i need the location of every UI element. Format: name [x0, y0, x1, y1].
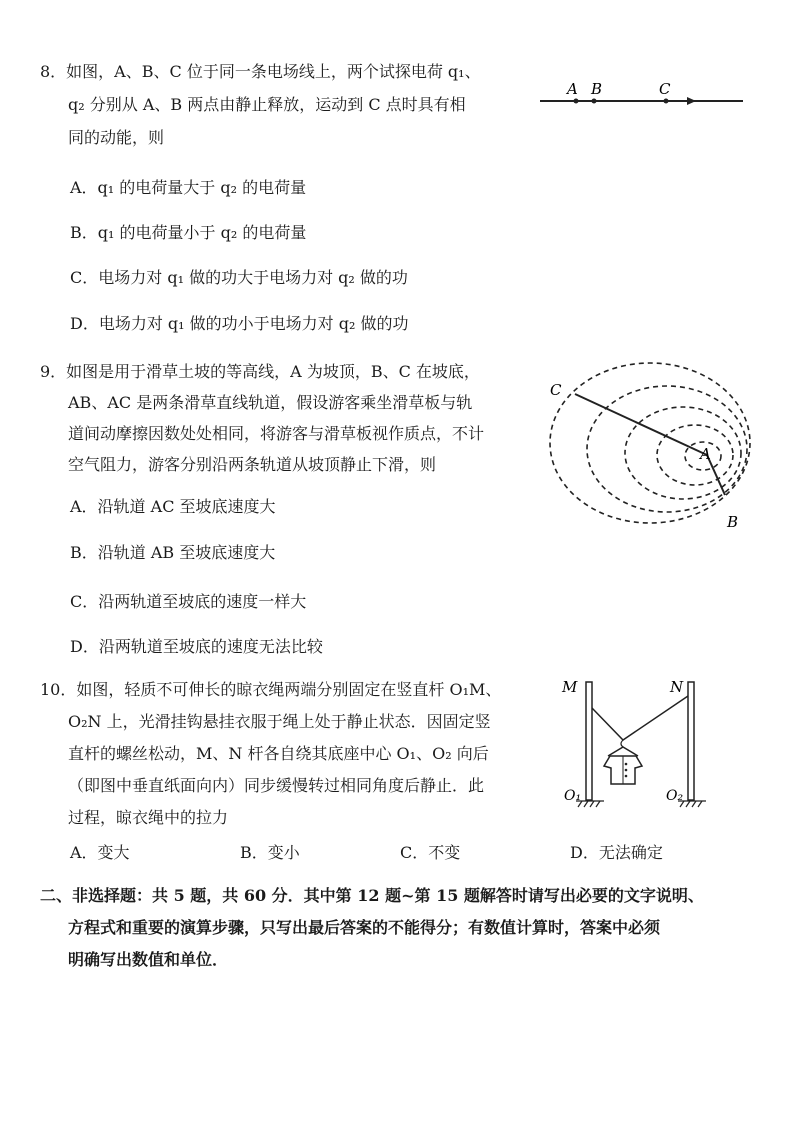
q10-option-b[interactable]: B．变小	[240, 843, 300, 862]
point-b-dot	[592, 99, 597, 104]
pole-o1m	[586, 682, 592, 800]
label-b: B	[727, 513, 739, 531]
section2-instructions-line1: 二、非选择题：共 5 题，共 60 分．其中第 12 题~第 15 题解答时请写出必要的文字说明、	[40, 886, 704, 905]
q9-stem-line1: 9．如图是用于滑草土坡的等高线，A 为坡顶，B、C 在坡底，	[40, 362, 480, 381]
label-o2: O₂	[666, 788, 684, 804]
label-n: N	[670, 678, 684, 696]
q10-option-a[interactable]: A．变大	[70, 843, 130, 862]
contour-line-1	[550, 363, 750, 523]
q8-option-c[interactable]: C．电场力对 q₁ 做的功大于电场力对 q₂ 做的功	[70, 268, 408, 287]
q9-option-b[interactable]: B．沿轨道 AB 至坡底速度大	[70, 543, 276, 562]
field-direction-arrow-icon	[687, 97, 696, 105]
contour-line-3	[625, 407, 741, 499]
hook-icon	[621, 740, 623, 747]
ground-hatch	[576, 801, 706, 807]
q10-option-c[interactable]: C．不变	[400, 843, 461, 862]
q8-option-b[interactable]: B．q₁ 的电荷量小于 q₂ 的电荷量	[70, 223, 307, 242]
label-o1: O₁	[564, 788, 582, 804]
contour-line-2	[587, 386, 747, 512]
q10-clothesline-figure	[560, 672, 720, 812]
q8-option-d[interactable]: D．电场力对 q₁ 做的功小于电场力对 q₂ 做的功	[70, 314, 409, 333]
q8-field-line-figure	[535, 78, 750, 114]
section2-instructions-line3: 明确写出数值和单位．	[68, 950, 229, 969]
q9-option-c[interactable]: C．沿两轨道至坡底的速度一样大	[70, 592, 307, 611]
pole-o2n	[688, 682, 694, 800]
q9-stem-line4: 空气阻力，游客分别沿两条轨道从坡顶静止下滑，则	[68, 455, 437, 474]
label-a: A	[700, 445, 711, 463]
q10-stem-line2: O₂N 上，光滑挂钩悬挂衣服于绳上处于静止状态．因固定竖	[68, 712, 491, 731]
q9-option-d[interactable]: D．沿两轨道至坡底的速度无法比较	[70, 637, 323, 656]
q8-stem-line3: 同的动能，则	[68, 128, 165, 147]
label-b: B	[591, 80, 603, 98]
q10-stem-line5: 过程，晾衣绳中的拉力	[68, 808, 229, 827]
q10-stem-line3: 直杆的螺丝松动，M、N 杆各自绕其底座中心 O₁、O₂ 向后	[68, 744, 489, 763]
label-a: A	[567, 80, 578, 98]
q9-stem-line2: AB、AC 是两条滑草直线轨道，假设游客乘坐滑草板与轨	[68, 393, 473, 412]
q9-stem-line3: 道间动摩擦因数处处相同，将游客与滑草板视作质点，不计	[68, 424, 485, 443]
label-c: C	[550, 381, 562, 399]
q9-option-a[interactable]: A．沿轨道 AC 至坡底速度大	[70, 497, 276, 516]
q8-stem-line1: 8．如图，A、B、C 位于同一条电场线上，两个试探电荷 q₁、	[40, 62, 481, 81]
label-m: M	[562, 678, 578, 696]
point-c-dot	[664, 99, 669, 104]
point-a-dot	[574, 99, 579, 104]
q10-stem-line4: （即图中垂直纸面向内）同步缓慢转过相同角度后静止．此	[68, 776, 485, 795]
hanger-icon	[608, 747, 638, 756]
q10-stem-line1: 10．如图，轻质不可伸长的晾衣绳两端分别固定在竖直杆 O₁M、	[40, 680, 502, 699]
q8-option-a[interactable]: A．q₁ 的电荷量大于 q₂ 的电荷量	[70, 178, 307, 197]
q8-stem-line2: q₂ 分别从 A、B 两点由静止释放，运动到 C 点时具有相	[68, 95, 466, 114]
clothes-rope	[592, 696, 688, 740]
section2-instructions-line2: 方程式和重要的演算步骤，只写出最后答案的不能得分；有数值计算时，答案中必须	[68, 918, 661, 937]
q10-option-d[interactable]: D．无法确定	[570, 843, 663, 862]
q9-contour-figure	[545, 357, 755, 537]
label-c: C	[659, 80, 671, 98]
track-ac	[575, 394, 707, 455]
